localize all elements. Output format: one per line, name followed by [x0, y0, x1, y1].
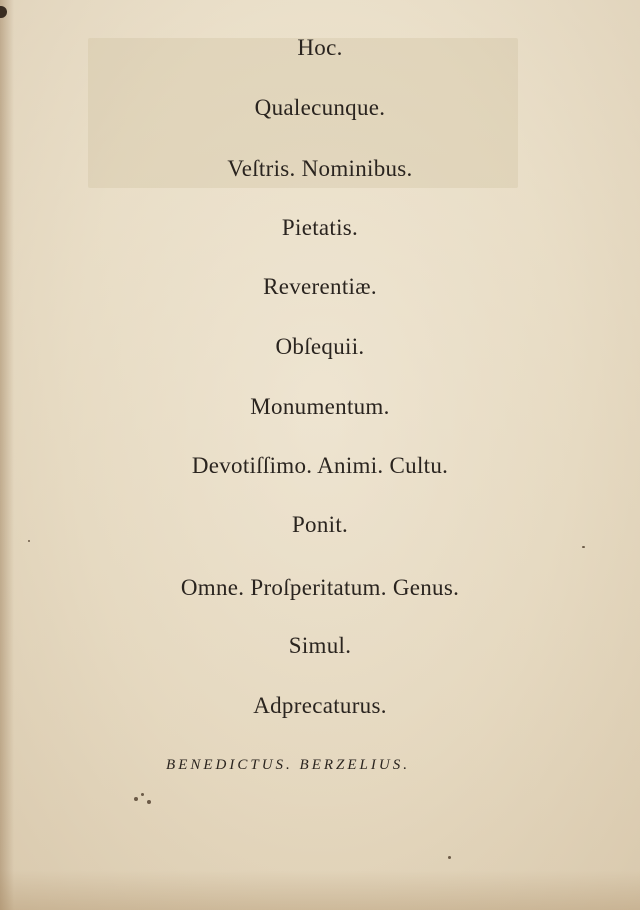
dedication-line: Pietatis.: [281, 215, 359, 240]
dedication-line: Hoc.: [297, 35, 343, 60]
dedication-line: Qualecunque.: [254, 95, 386, 120]
foxing-speck: [141, 793, 144, 796]
dedication-line: Omne. Proſperitatum. Genus.: [180, 575, 460, 600]
dedication-line: Obſequii.: [275, 334, 365, 359]
dedication-line: Devotiſſimo. Animi. Cultu.: [191, 453, 449, 478]
foxing-speck: [448, 856, 451, 859]
dedication-line: Veſtris. Nominibus.: [227, 156, 413, 181]
dedication-line: Monumentum.: [250, 394, 390, 419]
author-signature: BENEDICTUS. BERZELIUS.: [166, 757, 410, 773]
foxing-speck: [147, 800, 151, 804]
dedication-line: Adprecaturus.: [253, 693, 387, 718]
foxing-speck: [582, 546, 585, 548]
dedication-line: Reverentiæ.: [263, 274, 377, 299]
page-bottom-stain: [0, 870, 640, 910]
dedication-line: Simul.: [288, 633, 352, 658]
foxing-speck: [134, 797, 138, 801]
dedication-line: Ponit.: [291, 512, 349, 537]
foxing-speck: [28, 540, 30, 542]
